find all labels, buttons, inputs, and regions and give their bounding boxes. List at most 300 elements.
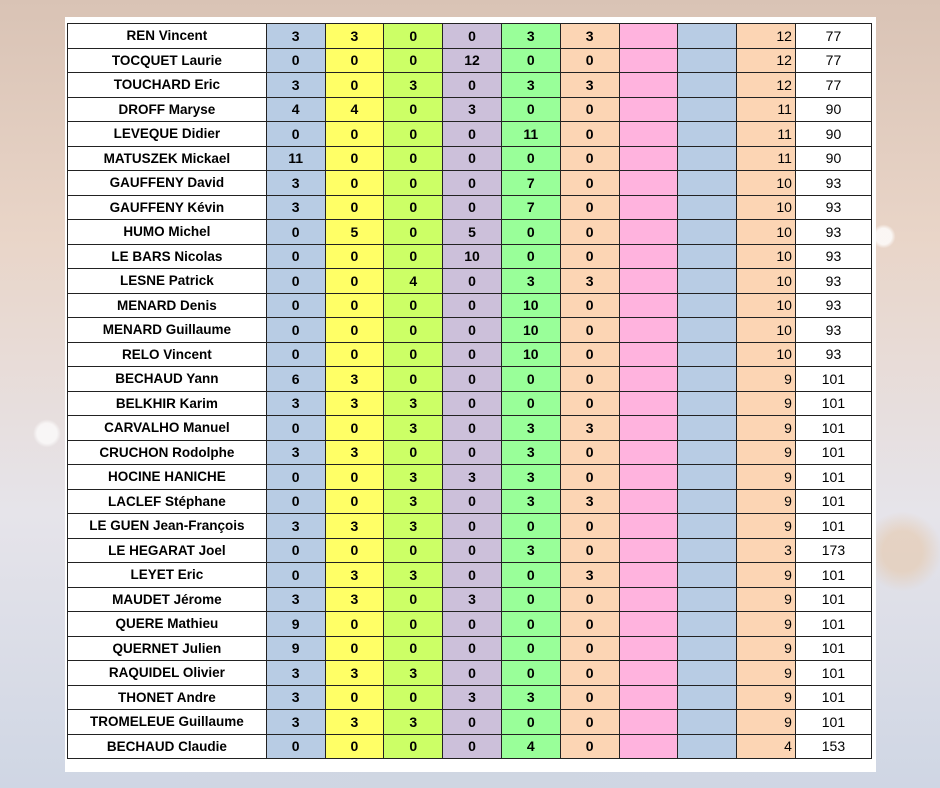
score-cell-1: 3 [266, 514, 325, 539]
score-cell-5: 0 [501, 514, 560, 539]
score-cell-3: 3 [384, 514, 443, 539]
player-name-cell: TROMELEUE Guillaume [68, 710, 267, 735]
score-cell-8 [678, 24, 737, 49]
score-cell-1: 3 [266, 391, 325, 416]
score-cell-3: 3 [384, 391, 443, 416]
score-cell-6: 0 [560, 612, 619, 637]
player-name-cell: BECHAUD Claudie [68, 734, 267, 759]
rank-cell: 101 [795, 489, 871, 514]
score-cell-1: 3 [266, 24, 325, 49]
score-cell-1: 11 [266, 146, 325, 171]
score-cell-1: 9 [266, 612, 325, 637]
score-cell-6: 3 [560, 563, 619, 588]
rank-cell: 153 [795, 734, 871, 759]
player-name-cell: QUERNET Julien [68, 636, 267, 661]
score-cell-3: 3 [384, 465, 443, 490]
table-row [68, 636, 872, 661]
score-cell-5: 0 [501, 710, 560, 735]
score-cell-1: 3 [266, 195, 325, 220]
score-cell-4: 0 [443, 416, 502, 441]
score-cell-8 [678, 416, 737, 441]
total-cell: 4 [737, 734, 796, 759]
score-cell-6: 0 [560, 195, 619, 220]
total-cell: 10 [737, 220, 796, 245]
total-cell: 10 [737, 244, 796, 269]
rank-cell: 101 [795, 367, 871, 392]
score-cell-7 [619, 73, 678, 98]
rank-cell: 93 [795, 244, 871, 269]
table-row [68, 122, 872, 147]
score-cell-6: 0 [560, 171, 619, 196]
score-cell-2: 0 [325, 244, 384, 269]
score-cell-1: 0 [266, 48, 325, 73]
score-cell-5: 0 [501, 563, 560, 588]
player-name-cell: DROFF Maryse [68, 97, 267, 122]
score-cell-2: 0 [325, 416, 384, 441]
rank-cell: 93 [795, 293, 871, 318]
score-cell-4: 0 [443, 391, 502, 416]
score-cell-6: 0 [560, 465, 619, 490]
total-cell: 12 [737, 24, 796, 49]
score-cell-2: 3 [325, 587, 384, 612]
score-cell-1: 0 [266, 489, 325, 514]
score-cell-2: 3 [325, 514, 384, 539]
table-row [68, 416, 872, 441]
score-cell-8 [678, 661, 737, 686]
score-cell-7 [619, 318, 678, 343]
player-name-cell: MENARD Guillaume [68, 318, 267, 343]
score-cell-4: 5 [443, 220, 502, 245]
score-cell-2: 0 [325, 342, 384, 367]
score-cell-5: 0 [501, 244, 560, 269]
score-cell-3: 3 [384, 563, 443, 588]
total-cell: 10 [737, 318, 796, 343]
score-cell-1: 3 [266, 661, 325, 686]
score-cell-6: 0 [560, 514, 619, 539]
score-cell-6: 3 [560, 269, 619, 294]
rank-cell: 101 [795, 612, 871, 637]
total-cell: 3 [737, 538, 796, 563]
score-cell-7 [619, 220, 678, 245]
score-cell-5: 4 [501, 734, 560, 759]
total-cell: 9 [737, 440, 796, 465]
score-cell-6: 3 [560, 416, 619, 441]
score-cell-1: 3 [266, 73, 325, 98]
score-cell-6: 0 [560, 146, 619, 171]
score-cell-6: 3 [560, 489, 619, 514]
score-cell-5: 0 [501, 48, 560, 73]
score-cell-6: 0 [560, 440, 619, 465]
score-cell-2: 5 [325, 220, 384, 245]
score-cell-1: 0 [266, 734, 325, 759]
score-cell-5: 0 [501, 661, 560, 686]
table-row [68, 563, 872, 588]
score-cell-6: 0 [560, 97, 619, 122]
table-row [68, 171, 872, 196]
score-cell-1: 0 [266, 563, 325, 588]
rank-cell: 101 [795, 636, 871, 661]
table-row [68, 489, 872, 514]
score-cell-7 [619, 391, 678, 416]
score-cell-2: 3 [325, 24, 384, 49]
total-cell: 9 [737, 661, 796, 686]
score-cell-2: 4 [325, 97, 384, 122]
score-cell-8 [678, 514, 737, 539]
score-cell-2: 0 [325, 318, 384, 343]
score-cell-2: 0 [325, 73, 384, 98]
score-cell-3: 0 [384, 122, 443, 147]
score-cell-4: 0 [443, 122, 502, 147]
score-cell-3: 0 [384, 97, 443, 122]
player-name-cell: HUMO Michel [68, 220, 267, 245]
score-cell-1: 0 [266, 122, 325, 147]
score-cell-7 [619, 710, 678, 735]
table-row [68, 24, 872, 49]
score-cell-5: 3 [501, 489, 560, 514]
table-body [68, 24, 872, 759]
player-name-cell: RELO Vincent [68, 342, 267, 367]
score-cell-3: 0 [384, 612, 443, 637]
score-cell-3: 3 [384, 710, 443, 735]
score-cell-4: 0 [443, 636, 502, 661]
table-row [68, 48, 872, 73]
score-cell-6: 0 [560, 710, 619, 735]
total-cell: 9 [737, 416, 796, 441]
score-cell-6: 0 [560, 538, 619, 563]
score-cell-5: 3 [501, 685, 560, 710]
score-cell-4: 0 [443, 612, 502, 637]
score-cell-8 [678, 367, 737, 392]
score-cell-4: 0 [443, 710, 502, 735]
total-cell: 9 [737, 685, 796, 710]
total-cell: 9 [737, 391, 796, 416]
score-cell-6: 3 [560, 73, 619, 98]
table-row [68, 661, 872, 686]
score-cell-3: 0 [384, 146, 443, 171]
score-cell-5: 3 [501, 416, 560, 441]
score-cell-7 [619, 661, 678, 686]
table-row [68, 342, 872, 367]
player-name-cell: GAUFFENY David [68, 171, 267, 196]
player-name-cell: HOCINE HANICHE [68, 465, 267, 490]
rank-cell: 173 [795, 538, 871, 563]
player-name-cell: QUERE Mathieu [68, 612, 267, 637]
score-cell-7 [619, 171, 678, 196]
score-cell-8 [678, 73, 737, 98]
rank-cell: 93 [795, 195, 871, 220]
score-cell-7 [619, 97, 678, 122]
score-cell-2: 3 [325, 391, 384, 416]
rank-cell: 93 [795, 171, 871, 196]
table-row [68, 220, 872, 245]
score-cell-4: 0 [443, 318, 502, 343]
score-cell-6: 0 [560, 342, 619, 367]
score-cell-1: 0 [266, 318, 325, 343]
score-cell-1: 0 [266, 220, 325, 245]
score-cell-8 [678, 171, 737, 196]
score-cell-6: 0 [560, 636, 619, 661]
score-cell-4: 3 [443, 97, 502, 122]
score-cell-4: 10 [443, 244, 502, 269]
score-cell-1: 3 [266, 440, 325, 465]
total-cell: 9 [737, 465, 796, 490]
score-cell-8 [678, 122, 737, 147]
total-cell: 9 [737, 636, 796, 661]
player-name-cell: LE GUEN Jean-François [68, 514, 267, 539]
total-cell: 9 [737, 710, 796, 735]
score-cell-6: 0 [560, 318, 619, 343]
score-cell-8 [678, 146, 737, 171]
player-name-cell: CARVALHO Manuel [68, 416, 267, 441]
score-cell-8 [678, 342, 737, 367]
score-cell-6: 0 [560, 122, 619, 147]
total-cell: 10 [737, 342, 796, 367]
score-cell-5: 7 [501, 171, 560, 196]
table-row [68, 367, 872, 392]
table-row [68, 97, 872, 122]
score-cell-3: 0 [384, 293, 443, 318]
player-name-cell: REN Vincent [68, 24, 267, 49]
total-cell: 10 [737, 293, 796, 318]
rank-cell: 101 [795, 440, 871, 465]
total-cell: 11 [737, 122, 796, 147]
table-row [68, 440, 872, 465]
rank-cell: 101 [795, 710, 871, 735]
table-row [68, 73, 872, 98]
rank-cell: 101 [795, 685, 871, 710]
score-cell-2: 3 [325, 661, 384, 686]
player-name-cell: LESNE Patrick [68, 269, 267, 294]
score-cell-1: 6 [266, 367, 325, 392]
table-row [68, 514, 872, 539]
rank-cell: 101 [795, 514, 871, 539]
score-cell-8 [678, 293, 737, 318]
score-cell-8 [678, 244, 737, 269]
score-cell-2: 0 [325, 146, 384, 171]
rank-cell: 101 [795, 563, 871, 588]
player-name-cell: CRUCHON Rodolphe [68, 440, 267, 465]
score-cell-4: 0 [443, 563, 502, 588]
score-cell-2: 3 [325, 367, 384, 392]
score-cell-4: 0 [443, 24, 502, 49]
player-name-cell: BELKHIR Karim [68, 391, 267, 416]
rank-cell: 101 [795, 661, 871, 686]
score-cell-6: 0 [560, 661, 619, 686]
score-cell-4: 0 [443, 269, 502, 294]
score-cell-5: 0 [501, 146, 560, 171]
results-sheet [65, 17, 876, 772]
score-cell-8 [678, 440, 737, 465]
score-cell-1: 0 [266, 342, 325, 367]
rank-cell: 93 [795, 220, 871, 245]
score-cell-4: 0 [443, 342, 502, 367]
score-cell-7 [619, 538, 678, 563]
score-cell-2: 0 [325, 269, 384, 294]
score-cell-4: 0 [443, 538, 502, 563]
score-cell-3: 0 [384, 685, 443, 710]
score-cell-1: 0 [266, 416, 325, 441]
score-cell-6: 0 [560, 48, 619, 73]
table-row [68, 538, 872, 563]
table-row [68, 146, 872, 171]
score-cell-2: 0 [325, 489, 384, 514]
score-cell-2: 0 [325, 122, 384, 147]
rank-cell: 90 [795, 146, 871, 171]
table-row [68, 612, 872, 637]
score-cell-4: 0 [443, 489, 502, 514]
score-cell-3: 0 [384, 440, 443, 465]
score-cell-3: 3 [384, 73, 443, 98]
score-cell-6: 0 [560, 587, 619, 612]
score-cell-1: 3 [266, 710, 325, 735]
player-name-cell: MENARD Denis [68, 293, 267, 318]
score-cell-7 [619, 514, 678, 539]
score-cell-5: 3 [501, 73, 560, 98]
score-cell-3: 3 [384, 661, 443, 686]
score-cell-2: 0 [325, 734, 384, 759]
total-cell: 11 [737, 146, 796, 171]
player-name-cell: MATUSZEK Mickael [68, 146, 267, 171]
score-cell-5: 3 [501, 465, 560, 490]
rank-cell: 90 [795, 122, 871, 147]
score-cell-7 [619, 342, 678, 367]
score-cell-2: 0 [325, 538, 384, 563]
score-cell-1: 0 [266, 269, 325, 294]
score-cell-8 [678, 97, 737, 122]
score-cell-4: 0 [443, 440, 502, 465]
score-cell-4: 0 [443, 146, 502, 171]
total-cell: 9 [737, 563, 796, 588]
score-cell-8 [678, 734, 737, 759]
score-cell-7 [619, 269, 678, 294]
score-cell-4: 0 [443, 73, 502, 98]
score-cell-3: 0 [384, 367, 443, 392]
player-name-cell: LEYET Eric [68, 563, 267, 588]
score-cell-2: 0 [325, 171, 384, 196]
player-name-cell: LE HEGARAT Joel [68, 538, 267, 563]
score-cell-3: 0 [384, 195, 443, 220]
results-table [67, 23, 872, 759]
score-cell-7 [619, 612, 678, 637]
table-row [68, 269, 872, 294]
score-cell-7 [619, 734, 678, 759]
score-cell-3: 0 [384, 318, 443, 343]
player-name-cell: GAUFFENY Kévin [68, 195, 267, 220]
total-cell: 9 [737, 514, 796, 539]
score-cell-2: 3 [325, 440, 384, 465]
score-cell-8 [678, 710, 737, 735]
rank-cell: 101 [795, 391, 871, 416]
score-cell-3: 0 [384, 48, 443, 73]
score-cell-8 [678, 318, 737, 343]
total-cell: 9 [737, 587, 796, 612]
table-row [68, 318, 872, 343]
score-cell-6: 0 [560, 685, 619, 710]
total-cell: 10 [737, 171, 796, 196]
score-cell-8 [678, 636, 737, 661]
total-cell: 12 [737, 48, 796, 73]
score-cell-5: 3 [501, 440, 560, 465]
score-cell-1: 3 [266, 587, 325, 612]
score-cell-2: 0 [325, 465, 384, 490]
score-cell-7 [619, 416, 678, 441]
score-cell-3: 0 [384, 636, 443, 661]
score-cell-1: 3 [266, 171, 325, 196]
score-cell-3: 0 [384, 244, 443, 269]
score-cell-3: 3 [384, 489, 443, 514]
table-row [68, 685, 872, 710]
score-cell-7 [619, 563, 678, 588]
score-cell-2: 0 [325, 293, 384, 318]
rank-cell: 93 [795, 342, 871, 367]
player-name-cell: THONET Andre [68, 685, 267, 710]
table-row [68, 244, 872, 269]
score-cell-8 [678, 220, 737, 245]
score-cell-5: 3 [501, 538, 560, 563]
score-cell-1: 0 [266, 244, 325, 269]
total-cell: 10 [737, 195, 796, 220]
score-cell-3: 3 [384, 416, 443, 441]
table-row [68, 734, 872, 759]
rank-cell: 77 [795, 73, 871, 98]
score-cell-8 [678, 269, 737, 294]
score-cell-7 [619, 24, 678, 49]
score-cell-5: 0 [501, 587, 560, 612]
table-row [68, 587, 872, 612]
score-cell-2: 0 [325, 612, 384, 637]
total-cell: 11 [737, 97, 796, 122]
score-cell-4: 3 [443, 587, 502, 612]
total-cell: 10 [737, 269, 796, 294]
score-cell-6: 0 [560, 367, 619, 392]
player-name-cell: RAQUIDEL Olivier [68, 661, 267, 686]
score-cell-4: 0 [443, 293, 502, 318]
rank-cell: 101 [795, 587, 871, 612]
score-cell-2: 0 [325, 195, 384, 220]
score-cell-5: 7 [501, 195, 560, 220]
score-cell-2: 0 [325, 48, 384, 73]
score-cell-5: 0 [501, 391, 560, 416]
score-cell-7 [619, 195, 678, 220]
score-cell-2: 0 [325, 685, 384, 710]
score-cell-5: 10 [501, 293, 560, 318]
player-name-cell: LE BARS Nicolas [68, 244, 267, 269]
score-cell-7 [619, 465, 678, 490]
score-cell-2: 3 [325, 563, 384, 588]
score-cell-3: 0 [384, 220, 443, 245]
score-cell-4: 0 [443, 367, 502, 392]
score-cell-6: 0 [560, 734, 619, 759]
score-cell-5: 0 [501, 97, 560, 122]
rank-cell: 101 [795, 465, 871, 490]
score-cell-5: 11 [501, 122, 560, 147]
score-cell-1: 0 [266, 465, 325, 490]
table-row [68, 710, 872, 735]
score-cell-6: 0 [560, 391, 619, 416]
player-name-cell: BECHAUD Yann [68, 367, 267, 392]
score-cell-7 [619, 440, 678, 465]
score-cell-7 [619, 685, 678, 710]
score-cell-7 [619, 367, 678, 392]
score-cell-4: 3 [443, 465, 502, 490]
score-cell-2: 3 [325, 710, 384, 735]
score-cell-7 [619, 244, 678, 269]
score-cell-7 [619, 293, 678, 318]
score-cell-8 [678, 538, 737, 563]
score-cell-7 [619, 48, 678, 73]
score-cell-5: 3 [501, 269, 560, 294]
score-cell-5: 0 [501, 612, 560, 637]
